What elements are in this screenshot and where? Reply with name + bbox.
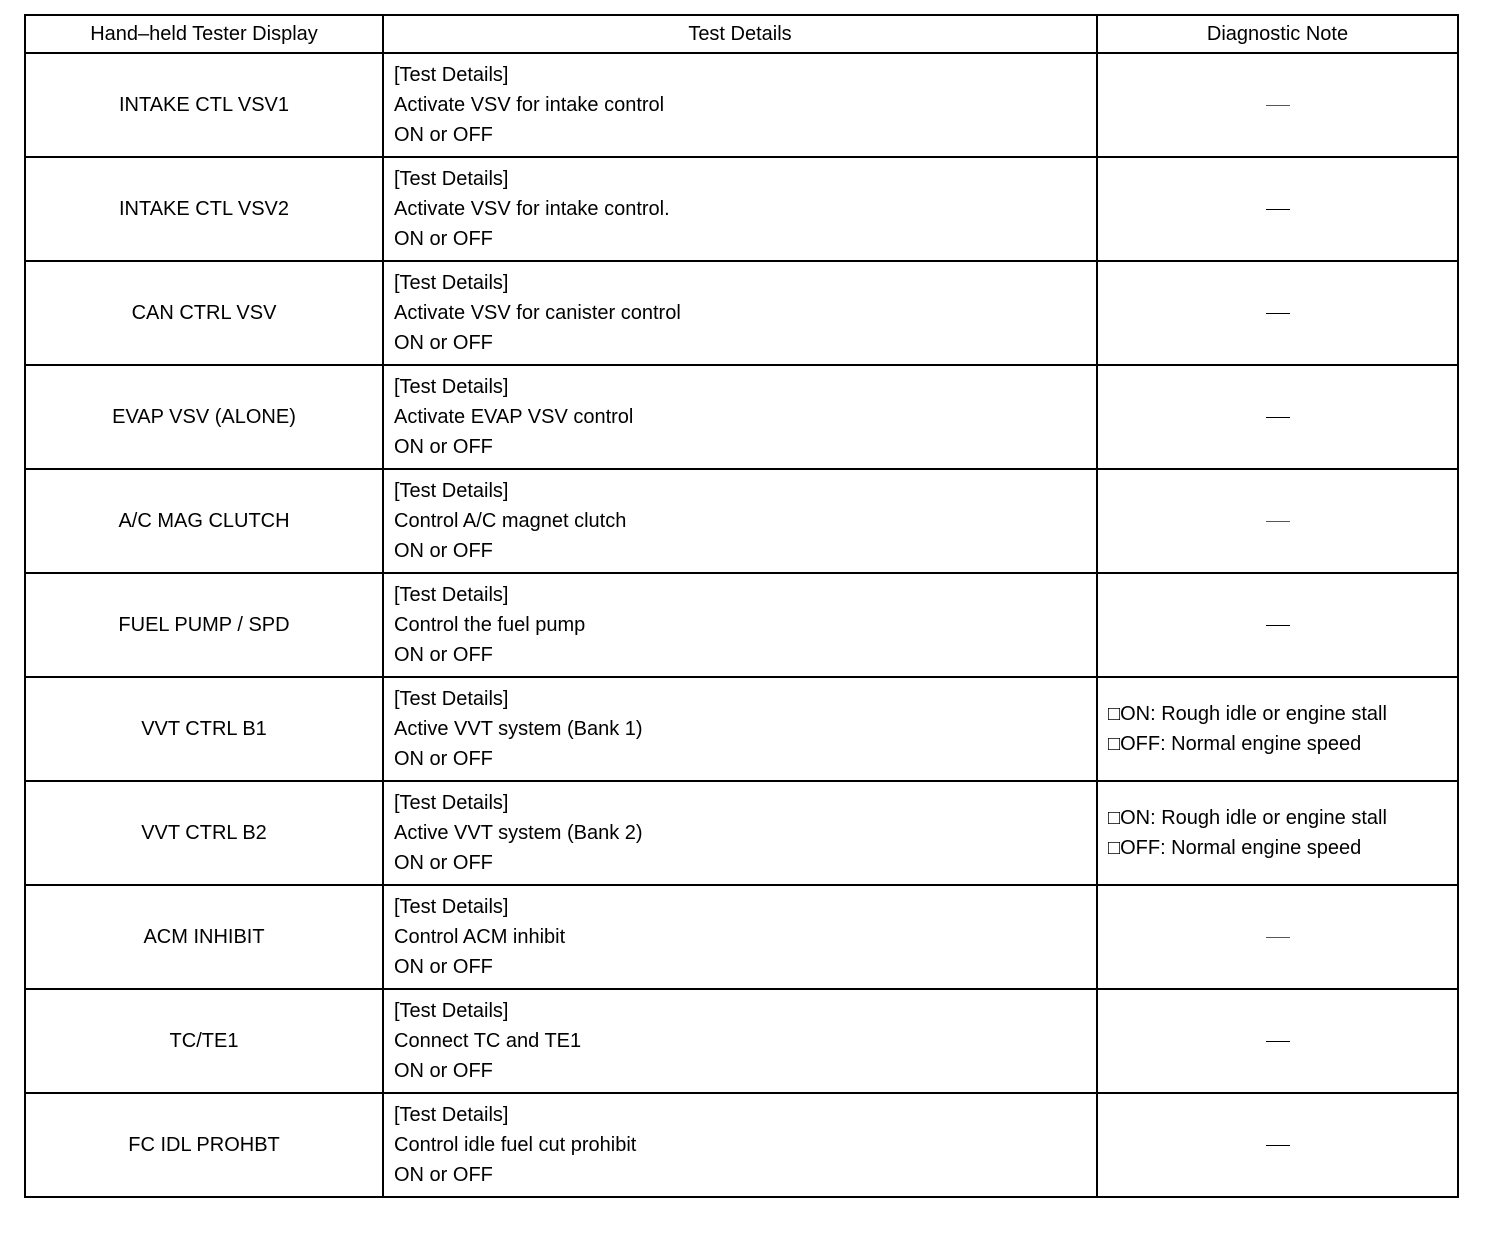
- test-details-line: [Test Details]: [394, 584, 509, 606]
- test-details-line: ON or OFF: [394, 436, 493, 458]
- tester-display-cell: A/C MAG CLUTCH: [25, 469, 383, 573]
- test-details-line: [Test Details]: [394, 64, 509, 86]
- table-header: [25, 15, 1458, 53]
- diagnostic-note-cell: [1097, 885, 1458, 989]
- diagnostic-note-line: □OFF: Normal engine speed: [1108, 837, 1362, 859]
- test-details-line: [Test Details]: [394, 168, 509, 190]
- diagnostic-note-cell: [1097, 157, 1458, 261]
- test-details-line: Active VVT system (Bank 1): [394, 718, 643, 740]
- tester-display-cell: VVT CTRL B1: [25, 677, 383, 781]
- em-dash-icon: [1266, 417, 1290, 418]
- table-row: [25, 989, 1458, 1093]
- table-row: [25, 157, 1458, 261]
- diagnostic-note-line: □ON: Rough idle or engine stall: [1108, 807, 1387, 829]
- diagnostic-note-cell: [1097, 261, 1458, 365]
- table-row: [25, 53, 1458, 157]
- header-test-details: Test Details: [383, 15, 1097, 53]
- tester-display-cell: INTAKE CTL VSV1: [25, 53, 383, 157]
- test-details-cell: [383, 885, 1097, 989]
- test-details-cell: [383, 261, 1097, 365]
- test-details-line: ON or OFF: [394, 1164, 493, 1186]
- tester-display-cell: INTAKE CTL VSV2: [25, 157, 383, 261]
- diagnostic-note-cell: [1097, 469, 1458, 573]
- test-details-line: [Test Details]: [394, 480, 509, 502]
- test-details-line: [Test Details]: [394, 1104, 509, 1126]
- test-details-line: [Test Details]: [394, 1000, 509, 1022]
- header-diagnostic-note: Diagnostic Note: [1097, 15, 1458, 53]
- test-details-cell: [383, 573, 1097, 677]
- test-details-line: Control A/C magnet clutch: [394, 510, 627, 532]
- table-row: [25, 469, 1458, 573]
- test-details-cell: [383, 157, 1097, 261]
- test-details-cell: [383, 469, 1097, 573]
- table-row: [25, 677, 1458, 781]
- test-details-line: [Test Details]: [394, 688, 509, 710]
- test-details-line: [Test Details]: [394, 272, 509, 294]
- test-details-cell: [383, 1093, 1097, 1197]
- test-details-line: [Test Details]: [394, 376, 509, 398]
- table-row: [25, 573, 1458, 677]
- diagnostic-note-line: □OFF: Normal engine speed: [1108, 733, 1362, 755]
- test-details-line: Activate VSV for canister control: [394, 302, 681, 324]
- em-dash-icon: [1266, 313, 1290, 314]
- em-dash-icon: [1266, 105, 1290, 106]
- table-body: [25, 53, 1458, 1197]
- tester-display-cell: FUEL PUMP / SPD: [25, 573, 383, 677]
- test-details-line: Activate EVAP VSV control: [394, 406, 634, 428]
- em-dash-icon: [1266, 521, 1290, 522]
- test-details-line: [Test Details]: [394, 896, 509, 918]
- test-details-line: Connect TC and TE1: [394, 1030, 582, 1052]
- test-details-line: Control ACM inhibit: [394, 926, 566, 948]
- test-details-line: ON or OFF: [394, 124, 493, 146]
- test-details-line: ON or OFF: [394, 644, 493, 666]
- diagnostic-note-cell: [1097, 365, 1458, 469]
- test-details-cell: [383, 365, 1097, 469]
- em-dash-icon: [1266, 1041, 1290, 1042]
- test-details-line: ON or OFF: [394, 1060, 493, 1082]
- tester-display-cell: ACM INHIBIT: [25, 885, 383, 989]
- tester-display-cell: FC IDL PROHBT: [25, 1093, 383, 1197]
- table-row: [25, 781, 1458, 885]
- test-details-cell: [383, 53, 1097, 157]
- diagnostic-note-cell: [1097, 989, 1458, 1093]
- test-details-line: ON or OFF: [394, 748, 493, 770]
- test-details-line: Control idle fuel cut prohibit: [394, 1134, 637, 1156]
- diagnostic-note-cell: [1097, 781, 1458, 885]
- diagnostic-note-cell: [1097, 53, 1458, 157]
- test-details-line: Activate VSV for intake control: [394, 94, 665, 116]
- test-details-line: [Test Details]: [394, 792, 509, 814]
- header-row: [25, 15, 1458, 53]
- test-details-cell: [383, 781, 1097, 885]
- test-details-line: ON or OFF: [394, 332, 493, 354]
- tester-display-cell: EVAP VSV (ALONE): [25, 365, 383, 469]
- diagnostic-note-line: □ON: Rough idle or engine stall: [1108, 703, 1387, 725]
- diagnostic-note-cell: [1097, 1093, 1458, 1197]
- test-details-line: ON or OFF: [394, 540, 493, 562]
- em-dash-icon: [1266, 209, 1290, 210]
- tester-display-cell: CAN CTRL VSV: [25, 261, 383, 365]
- test-details-line: Active VVT system (Bank 2): [394, 822, 643, 844]
- em-dash-icon: [1266, 937, 1290, 938]
- tester-display-table: [24, 14, 1459, 1198]
- tester-display-cell: TC/TE1: [25, 989, 383, 1093]
- header-tester-display: Hand–held Tester Display: [25, 15, 383, 53]
- test-details-cell: [383, 677, 1097, 781]
- test-details-cell: [383, 989, 1097, 1093]
- diagnostic-note-cell: [1097, 677, 1458, 781]
- test-details-line: ON or OFF: [394, 956, 493, 978]
- test-details-line: ON or OFF: [394, 852, 493, 874]
- table-row: [25, 261, 1458, 365]
- tester-display-cell: VVT CTRL B2: [25, 781, 383, 885]
- table-row: [25, 885, 1458, 989]
- table-row: [25, 1093, 1458, 1197]
- test-details-line: Activate VSV for intake control.: [394, 198, 670, 220]
- em-dash-icon: [1266, 1145, 1290, 1146]
- diagnostic-note-cell: [1097, 573, 1458, 677]
- em-dash-icon: [1266, 625, 1290, 626]
- test-details-line: Control the fuel pump: [394, 614, 586, 636]
- test-details-line: ON or OFF: [394, 228, 493, 250]
- table-row: [25, 365, 1458, 469]
